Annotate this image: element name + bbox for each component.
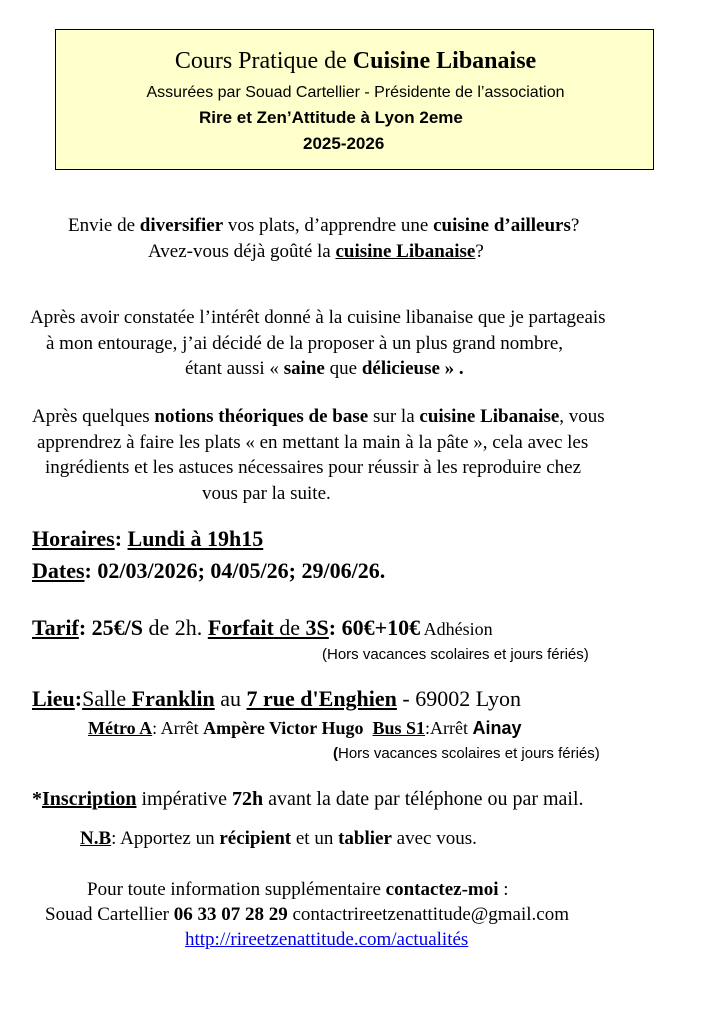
contact-url-line — [185, 929, 468, 951]
schedule-hours: Horaires: Lundi à 19h15 — [32, 526, 264, 551]
para1-line-1: Après avoir constatée l’intérêt donné à la cuisine libanaise que je partageais — [30, 307, 606, 328]
contact-name: Souad Cartellier — [45, 904, 174, 925]
intro-line-2: Avez-vous déjà goûté la cuisine Libanaise? — [148, 241, 484, 262]
contact-line-2 — [45, 904, 569, 926]
inscription-line: *Inscription impérative 72h avant la date par téléphone ou par mail. — [32, 788, 584, 810]
contact-email[interactable]: contactrireetzenattitude@gmail.com — [287, 904, 570, 925]
para1-line-3: étant aussi « saine que délicieuse » . — [185, 358, 464, 379]
para1-line-2: à mon entourage, j’ai décidé de la proposer à un plus grand nombre, — [46, 333, 564, 354]
header-association: Rire et Zen’Attitude à Lyon 2eme — [199, 108, 463, 127]
contact-line-1: Pour toute information supplémentaire contactez-moi : — [87, 879, 509, 900]
tarif-line: Tarif: 25€/S de 2h. Forfait de 3S: 60€+10€ Adhésion — [32, 615, 493, 640]
nb-line: N.B: Apportez un récipient et un tablier avec vous. — [80, 828, 477, 849]
lieu-transport: Métro A: Arrêt Ampère Victor Hugo Bus S1:Arrêt Ainay — [88, 718, 522, 738]
contact-phone[interactable]: 06 33 07 28 29 — [173, 904, 288, 925]
para2-line-4: vous par la suite. — [202, 483, 331, 504]
page-title: Cours Pratique de Cuisine Libanaise — [174, 48, 537, 74]
header-subtitle: Assurées par Souad Cartellier - Présidente de l’association — [146, 84, 565, 101]
lieu-line: Lieu:Salle Franklin au 7 rue d'Enghien - 69002 Lyon — [32, 686, 521, 711]
para2-line-2: apprendrez à faire les plats « en mettant la main à la pâte », cela avec les — [37, 432, 589, 453]
lieu-note: (Hors vacances scolaires et jours fériés) — [333, 745, 600, 762]
header-year: 2025-2026 — [303, 134, 385, 153]
para2-line-1: Après quelques notions théoriques de base sur la cuisine Libanaise, vous — [32, 406, 605, 427]
para2-line-3: ingrédients et les astuces nécessaires pour réussir à les reproduire chez — [45, 457, 582, 478]
title-bold: Cuisine Libanaise — [352, 48, 537, 74]
header-box — [55, 29, 654, 170]
tarif-note: (Hors vacances scolaires et jours fériés) — [322, 646, 589, 663]
schedule-dates: Dates: 02/03/2026; 04/05/26; 29/06/26. — [32, 558, 386, 583]
website-link[interactable]: http://rireetzenattitude.com/actualités — [185, 929, 469, 950]
intro-line-1: Envie de diversifier vos plats, d’apprendre une cuisine d’ailleurs? — [68, 215, 580, 236]
